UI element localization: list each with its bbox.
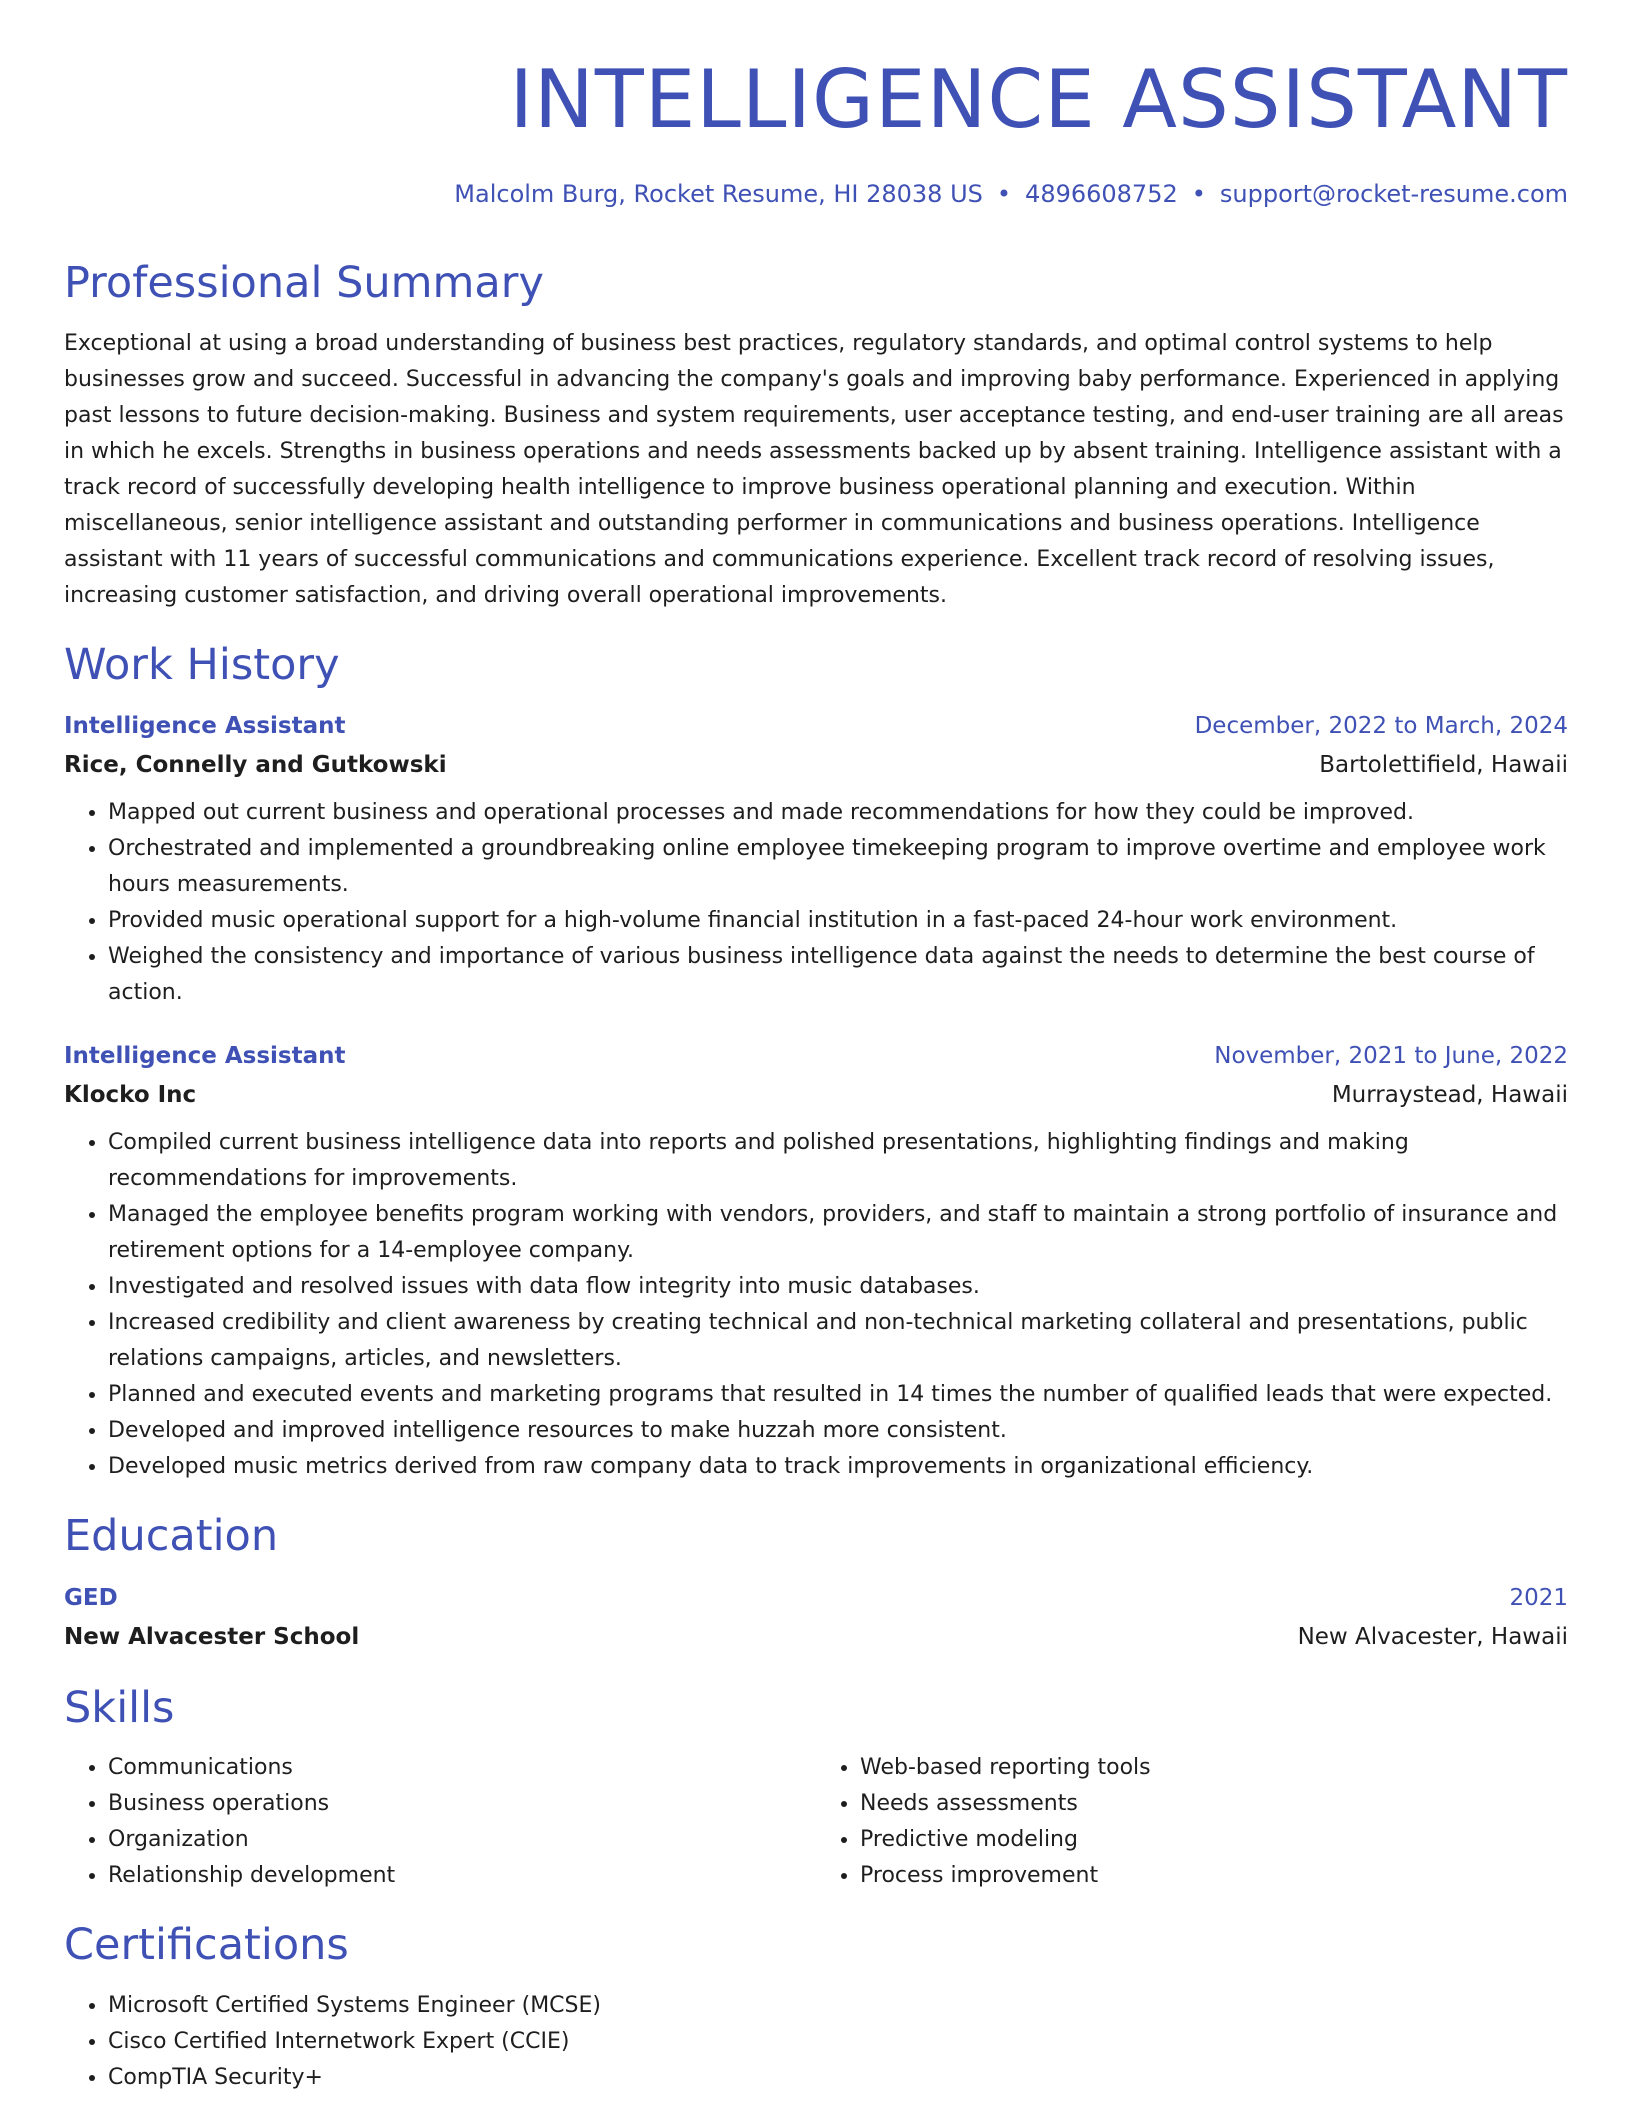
certifications-list <box>64 1988 1568 2096</box>
job-bullet: • Compiled current business intelligence data into reports and polished presentations, highlighting findings and making recommendations for improvements. <box>108 1125 1568 1197</box>
job-bullet: • Provided music operational support for a high-volume financial institution in a fast-paced 24-hour work environment. <box>108 903 1568 939</box>
job-bullet: • Weighed the consistency and importance of various business intelligence data against the needs to determine the best course of action. <box>108 939 1568 1011</box>
skill-item: • Process improvement <box>860 1858 1568 1894</box>
job-bullet: • Managed the employee benefits program working with vendors, providers, and staff to maintain a strong portfolio of insurance and retirement options for a 14-employee company. <box>108 1197 1568 1269</box>
certification-item: • Cisco Certified Internetwork Expert (CCIE) <box>108 2024 1568 2060</box>
job-dates: December, 2022 to March, 2024 <box>1194 713 1568 740</box>
job-bullet: • Developed music metrics derived from raw company data to track improvements in organizational efficiency. <box>108 1449 1568 1485</box>
job-bullet: • Investigated and resolved issues with data flow integrity into music databases. <box>108 1269 1568 1305</box>
contact-phone: 4896608752 <box>1025 180 1178 208</box>
skill-item: • Communications <box>108 1750 816 1786</box>
job-location: Bartolettifield, Hawaii <box>1319 752 1568 779</box>
certification-item: • CompTIA Security+ <box>108 2060 1568 2096</box>
education-year: 2021 <box>1509 1584 1568 1611</box>
skills-columns <box>64 1750 1568 1894</box>
skills-list-right <box>816 1750 1568 1894</box>
resume-name: INTELLIGENCE ASSISTANT <box>509 53 1568 146</box>
education-location: New Alvacester, Hawaii <box>1297 1623 1568 1650</box>
job-location: Murraystead, Hawaii <box>1331 1082 1568 1109</box>
skills-section <box>64 1683 1568 1895</box>
skill-item: • Relationship development <box>108 1858 816 1894</box>
certifications-heading: Certifications <box>64 1920 349 1971</box>
skill-item: • Organization <box>108 1822 816 1858</box>
skills-list-left <box>64 1750 816 1894</box>
resume-content <box>64 258 1568 2096</box>
contact-separator: • <box>1191 180 1206 208</box>
skill-item: • Predictive modeling <box>860 1822 1568 1858</box>
work-history-heading: Work History <box>64 639 340 690</box>
education-heading: Education <box>64 1511 279 1562</box>
contact-address: Malcolm Burg, Rocket Resume, HI 28038 US <box>454 180 983 208</box>
summary-section <box>64 258 1568 614</box>
summary-heading: Professional Summary <box>64 258 544 308</box>
skill-item: • Business operations <box>108 1786 816 1822</box>
job-company: Klocko Inc <box>64 1082 197 1109</box>
job-bullet: • Increased credibility and client awareness by creating technical and non-technical marketing collateral and presentations, public relations campaigns, articles, and newsletters. <box>108 1305 1568 1377</box>
job-title: Intelligence Assistant <box>64 713 346 740</box>
skill-item: • Needs assessments <box>860 1786 1568 1822</box>
job-bullets <box>64 795 1568 1011</box>
job-company: Rice, Connelly and Gutkowski <box>64 752 447 779</box>
job-entry <box>64 1037 1568 1485</box>
contact-separator: • <box>996 180 1012 208</box>
job-title: Intelligence Assistant <box>64 1043 346 1070</box>
education-section <box>64 1511 1568 1657</box>
certification-item: • Microsoft Certified Systems Engineer (MCSE) <box>108 1988 1568 2024</box>
certifications-section <box>64 1920 1568 2096</box>
job-bullets <box>64 1125 1568 1485</box>
job-bullet: • Developed and improved intelligence resources to make huzzah more consistent. <box>108 1413 1568 1449</box>
education-school: New Alvacester School <box>64 1623 360 1650</box>
job-bullet: • Mapped out current business and operational processes and made recommendations for how they could be improved. <box>108 795 1568 831</box>
education-degree: GED <box>64 1584 118 1611</box>
contact-email[interactable]: support@rocket-resume.com <box>1219 180 1568 208</box>
summary-text: Exceptional at using a broad understanding of business best practices, regulatory standards, and optimal control systems to help businesses grow and succeed. Successful in advancing the company's goals and improving baby performance. Experienced in applying past lessons to future decision-making. Business and system requirements, user acceptance testing, and end-user training are all areas in which he excels. Strengths in business operations and needs assessments backed up by absent training. Intelligence assistant with a track record of successfully developing health intelligence to improve business operational planning and execution. Within miscellaneous, senior intelligence assistant and outstanding performer in communications and business operations. Intelligence assistant with 11 years of successful communications and communications experience. Excellent track record of resolving issues, increasing customer satisfaction, and driving overall operational improvements. <box>64 330 1564 608</box>
work-history-section <box>64 640 1568 1486</box>
job-entry <box>64 707 1568 1011</box>
job-bullet: • Orchestrated and implemented a groundbreaking online employee timekeeping program to improve overtime and employee work hours measurements. <box>108 831 1568 903</box>
skill-item: • Web-based reporting tools <box>860 1750 1568 1786</box>
job-dates: November, 2021 to June, 2022 <box>1214 1043 1568 1070</box>
skills-heading: Skills <box>64 1682 175 1733</box>
contact-line <box>454 180 1568 208</box>
job-bullet: • Planned and executed events and marketing programs that resulted in 14 times the number of qualified leads that were expected. <box>108 1377 1568 1413</box>
